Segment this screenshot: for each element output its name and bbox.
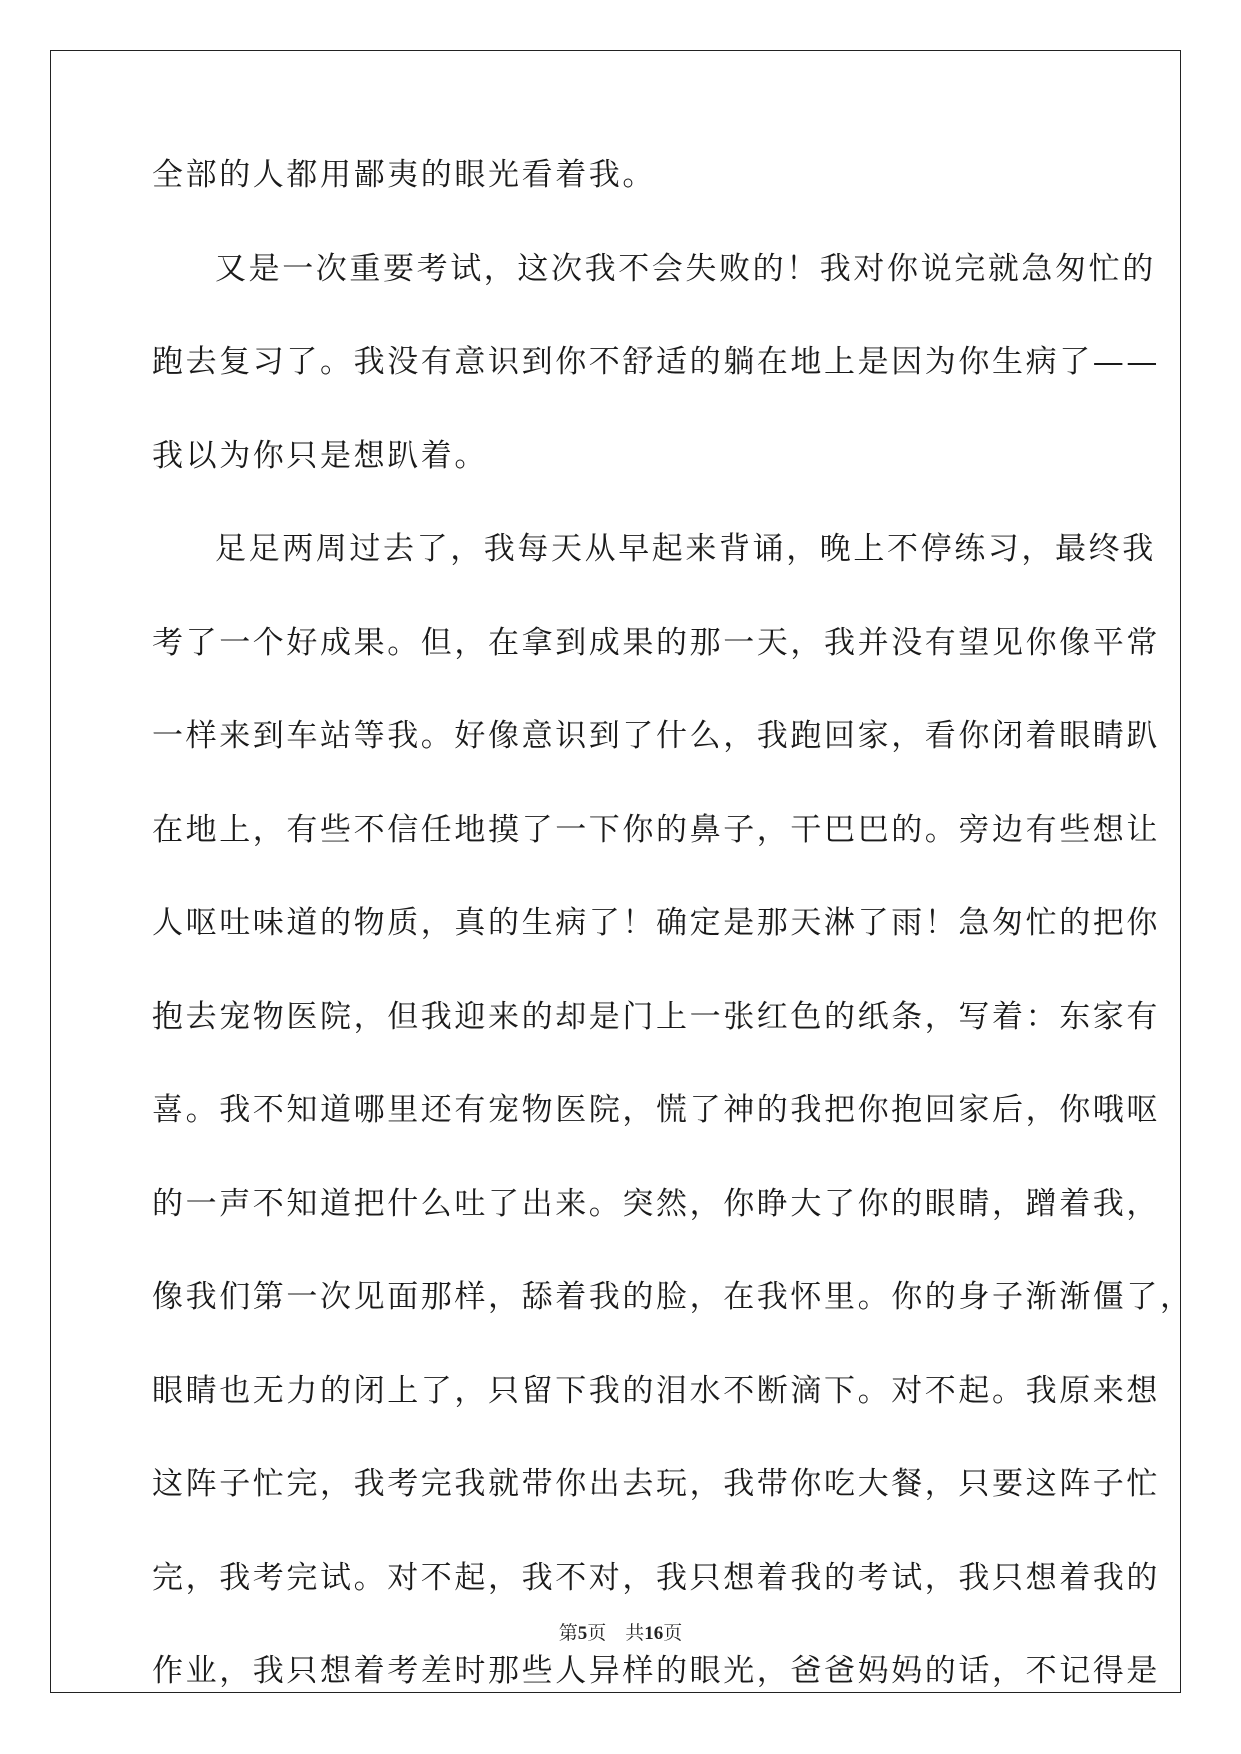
text-line-17: 作业，我只想着考差时那些人异样的眼光，爸爸妈妈的话，不记得是 <box>152 1653 1160 1689</box>
text-line-7: 一样来到车站等我。好像意识到了什么，我跑回家，看你闭着眼睛趴 <box>152 718 1160 754</box>
text-line-11: 喜。我不知道哪里还有宠物医院，慌了神的我把你抱回家后，你哦呕 <box>152 1092 1160 1128</box>
text-line-13: 像我们第一次见面那样，舔着我的脸，在我怀里。你的身子渐渐僵了， <box>152 1279 1194 1315</box>
page-prefix: 第 <box>558 1622 578 1644</box>
text-line-3: 跑去复习了。我没有意识到你不舒适的躺在地上是因为你生病了—— <box>152 344 1160 380</box>
text-line-2: 又是一次重要考试，这次我不会失败的！我对你说完就急匆忙的 <box>215 250 1156 287</box>
text-line-9: 人呕吐味道的物质，真的生病了！确定是那天淋了雨！急匆忙的把你 <box>152 905 1160 941</box>
text-line-8: 在地上，有些不信任地摸了一下你的鼻子，干巴巴的。旁边有些想让 <box>152 811 1160 848</box>
text-line-4: 我以为你只是想趴着。 <box>152 437 488 474</box>
text-line-5: 足足两周过去了，我每天从早起来背诵，晚上不停练习，最终我 <box>215 531 1156 567</box>
page-suffix: 页 <box>663 1622 683 1644</box>
text-line-6: 考了一个好成果。但，在拿到成果的那一天，我并没有望见你像平常 <box>152 624 1160 661</box>
text-line-1: 全部的人都用鄙夷的眼光看着我。 <box>152 157 656 193</box>
text-line-15: 这阵子忙完，我考完我就带你出去玩，我带你吃大餐，只要这阵子忙 <box>152 1466 1160 1502</box>
body-text <box>152 157 1194 1750</box>
text-line-12: 的一声不知道把什么吐了出来。突然，你睁大了你的眼睛，蹭着我， <box>152 1185 1160 1222</box>
page-number-footer <box>0 1618 1241 1645</box>
page-current: 5 <box>577 1623 588 1644</box>
page-total: 16 <box>644 1623 664 1644</box>
page-mid: 页 共 <box>587 1622 645 1644</box>
text-line-14: 眼睛也无力的闭上了，只留下我的泪水不断滴下。对不起。我原来想 <box>152 1372 1160 1409</box>
text-line-16: 完，我考完试。对不起，我不对，我只想着我的考试，我只想着我的 <box>152 1559 1160 1596</box>
text-line-10: 抱去宠物医院，但我迎来的却是门上一张红色的纸条，写着：东家有 <box>152 998 1160 1035</box>
